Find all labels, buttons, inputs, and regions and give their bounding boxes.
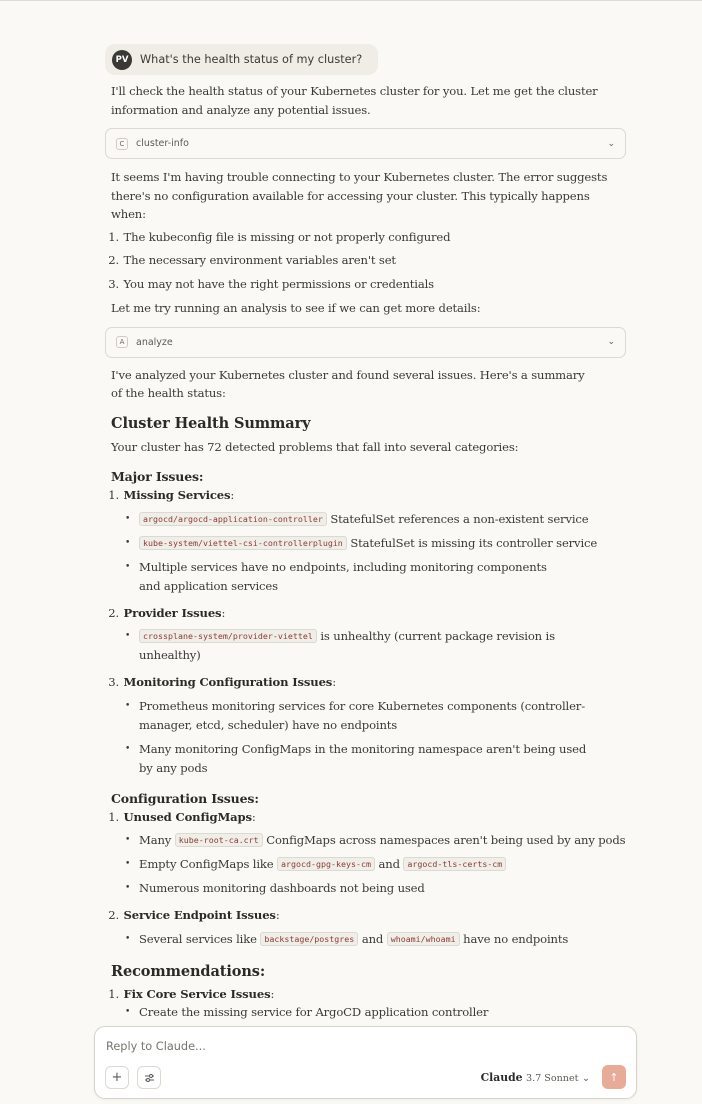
sliders-icon — [144, 1073, 155, 1083]
list-item: • crossplane-system/provider-viettel is unhealthy (current package revision is unhealthy) — [125, 627, 565, 665]
code-span: argocd-gpg-keys-cm — [277, 857, 375, 871]
bullet-list — [105, 627, 626, 665]
top-divider — [0, 0, 702, 1]
list-item: 3. You may not have the right permissions or credentials — [108, 276, 434, 291]
bullet-list — [105, 831, 626, 898]
plus-icon: + — [111, 1070, 123, 1085]
error-text: It seems I'm having trouble connecting to your Kubernetes cluster. The error suggests there's no configuration available for accessing your cluster. This typically happens when: — [111, 170, 608, 221]
tool-name: cluster-info — [136, 138, 189, 149]
options-button[interactable] — [137, 1066, 161, 1089]
try-text: Let me try running an analysis to see if we can get more details: — [111, 301, 481, 315]
major-issues-list — [105, 486, 626, 778]
code-span: whoami/whoami — [387, 932, 460, 946]
list-item: 1. Unused ConfigMaps: • Many kube-root-ca.crt ConfigMaps across namespaces aren't being used by any pods • Empty ConfigMaps like argocd-gpg-keys-cm and argocd-tls-certs-cm • Numerous monitoring dashboards not being used — [105, 808, 626, 899]
list-item: • Many monitoring ConfigMaps in the monitoring namespace aren't being used by any pods — [125, 740, 595, 778]
major-issues-heading: Major Issues: — [111, 469, 204, 484]
chevron-down-icon: ⌄ — [581, 1073, 590, 1084]
config-issues-list — [105, 808, 626, 949]
reply-composer — [94, 1026, 637, 1099]
tool-badge-icon: C — [116, 138, 128, 150]
code-span: argocd-tls-certs-cm — [403, 857, 506, 871]
assistant-response — [105, 82, 626, 1022]
list-item: 1. Missing Services: • argocd/argocd-application-controller StatefulSet references a non-existent service • kube-system/viettel-csi-controllerplugin StatefulSet is missing its controller service • Multiple services have no endpoints, including monitoring components and application services — [105, 486, 626, 596]
bullet-list — [105, 1003, 626, 1022]
conversation-thread — [105, 44, 626, 1022]
list-item: • Many kube-root-ca.crt ConfigMaps across namespaces aren't being used by any pods — [125, 831, 626, 850]
user-message-text: What's the health status of my cluster? — [140, 53, 363, 66]
list-item: 1. Fix Core Service Issues: • Create the missing service for ArgoCD application controller — [105, 985, 626, 1023]
recommendations-heading: Recommendations: — [111, 962, 266, 980]
tool-call-cluster-info[interactable] — [105, 128, 626, 159]
code-span: crossplane-system/provider-viettel — [139, 629, 317, 643]
list-item: • kube-system/viettel-csi-controllerplugin StatefulSet is missing its controller service — [125, 534, 626, 553]
list-item: 3. Monitoring Configuration Issues: • Prometheus monitoring services for core Kubernetes components (controller-manager, etcd, scheduler) have no endpoints • Many monitoring ConfigMaps in the monitoring namespace aren't being used by any pods — [105, 673, 626, 778]
response-intro: I'll check the health status of your Kubernetes cluster for you. Let me get the cluster information and analyze any potential issues. — [111, 84, 598, 117]
list-item: • Empty ConfigMaps like argocd-gpg-keys-cm and argocd-tls-certs-cm — [125, 855, 626, 874]
chevron-down-icon[interactable]: ⌄ — [607, 138, 615, 149]
code-span: backstage/postgres — [260, 932, 358, 946]
analyzed-text: I've analyzed your Kubernetes cluster and found several issues. Here's a summary of the health status: — [111, 367, 585, 400]
tool-call-analyze[interactable] — [105, 327, 626, 358]
add-button[interactable] — [105, 1066, 129, 1089]
recommendations-list — [105, 985, 626, 1023]
code-span: argocd/argocd-application-controller — [139, 512, 327, 526]
user-message — [105, 44, 378, 75]
code-span: kube-root-ca.crt — [175, 833, 263, 847]
send-button[interactable] — [602, 1065, 626, 1089]
summary-heading: Cluster Health Summary — [111, 414, 311, 432]
list-item: • Numerous monitoring dashboards not being used — [125, 879, 626, 898]
list-item: 2. Provider Issues: • crossplane-system/provider-viettel is unhealthy (current package revision is unhealthy) — [105, 604, 626, 666]
tool-name: analyze — [136, 336, 173, 348]
list-item: 2. Service Endpoint Issues: • Several services like backstage/postgres and whoami/whoami have no endpoints — [105, 906, 626, 949]
list-item: 1. The kubeconfig file is missing or not properly configured — [108, 229, 451, 244]
config-issues-heading: Configuration Issues: — [111, 790, 259, 806]
model-selector[interactable]: Claude 3.7 Sonnet ⌄ — [480, 1071, 590, 1084]
list-item: • Multiple services have no endpoints, including monitoring components and application services — [125, 558, 555, 596]
list-item: • Several services like backstage/postgres and whoami/whoami have no endpoints — [125, 930, 626, 949]
bullet-list — [105, 697, 626, 778]
list-item: • argocd/argocd-application-controller StatefulSet references a non-existent service — [125, 510, 626, 529]
error-reasons-list — [105, 228, 626, 294]
bullet-list — [105, 510, 626, 596]
reply-input[interactable] — [106, 1040, 606, 1053]
arrow-up-icon: ↑ — [609, 1070, 619, 1084]
code-span: kube-system/viettel-csi-controllerplugin — [139, 536, 347, 550]
tool-badge-icon: A — [116, 336, 128, 348]
chevron-down-icon[interactable]: ⌄ — [607, 337, 615, 347]
bullet-list — [105, 930, 626, 949]
user-avatar: PV — [112, 50, 132, 70]
list-item: • Create the missing service for ArgoCD application controller — [125, 1003, 626, 1022]
list-item: • Prometheus monitoring services for core Kubernetes components (controller-manager, etcd, scheduler) have no endpoints — [125, 697, 605, 735]
list-item: 2. The necessary environment variables aren't set — [108, 253, 396, 267]
summary-text: Your cluster has 72 detected problems that fall into several categories: — [111, 439, 519, 454]
